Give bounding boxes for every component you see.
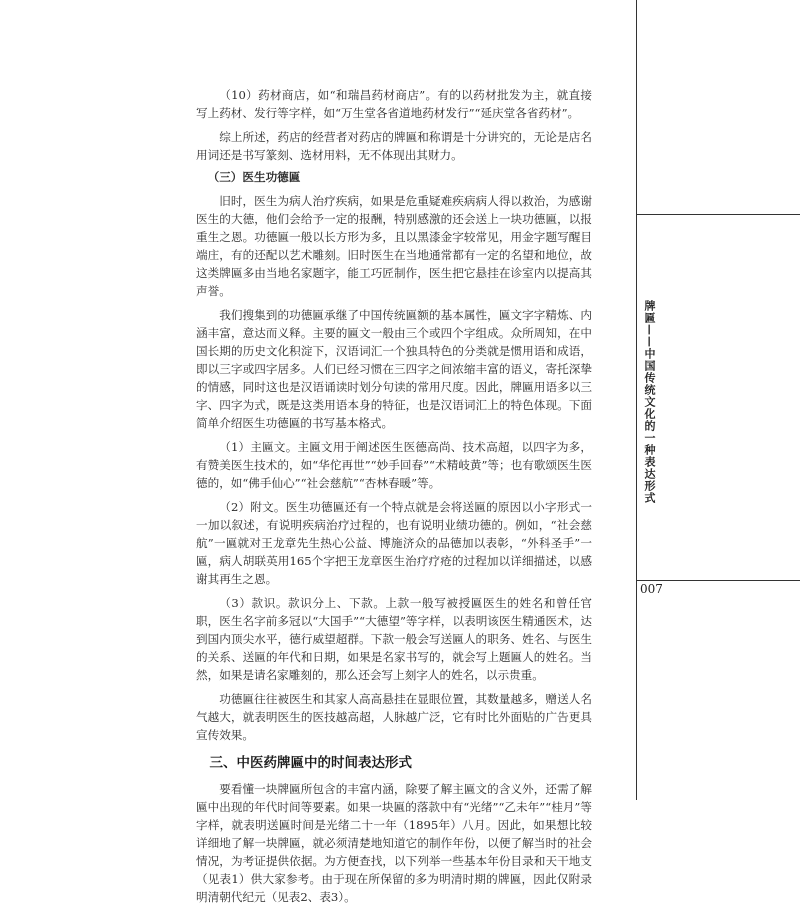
paragraph: （2）附文。医生功德匾还有一个特点就是会将送匾的原因以小字形式一一加以叙述，有说明疾病治疗过程的，也有说明业绩功德的。例如，“社会慈航”一匾就对王龙章先生热心公益、博施济众的品德加以表彰，“外科圣手”一匾，病人胡联英用165个字把王龙章医生治疗疗疮的过程加以详细描述，以感谢其再生之恩。 — [196, 500, 592, 586]
section-heading: 三、中医药牌匾中的时间表达形式 — [209, 755, 412, 771]
paragraph: （1）主匾文。主匾文用于阐述医生医德高尚、技术高超，以四字为多，有赞美医生技术的，如“华佗再世”“妙手回春”“术精岐黄”等；也有歌颂医生医德的，如“佛手仙心”“社会慈航”“杏林春暖”等。 — [196, 440, 592, 490]
body-text — [196, 86, 592, 906]
margin-vertical-rule — [636, 0, 637, 800]
running-side-title: 牌匾——中国传统文化的一种表达形式 — [643, 300, 656, 504]
margin-rule-bottom — [636, 580, 800, 581]
margin-rule-top — [636, 214, 800, 215]
page-number: 007 — [640, 582, 663, 596]
paragraph: 旧时，医生为病人治疗疾病，如果是危重疑难疾病病人得以救治，为感谢医生的大德，他们会给予一定的报酬，特别感激的还会送上一块功德匾，以报重生之恩。功德匾一般以长方形为多，且以黑漆金字较常见，用金字题写醒目端庄，有的还配以艺术雕刻。旧时医生在当地通常都有一定的名望和地位，故这类牌匾多由当地名家题字，能工巧匠制作，医生把它悬挂在诊室内以提高其声誉。 — [196, 194, 592, 298]
paragraph: 综上所述，药店的经营者对药店的牌匾和称谓是十分讲究的，无论是店名用词还是书写篆刻、选材用料，无不体现出其财力。 — [196, 130, 592, 162]
sub-heading: （三）医生功德匾 — [207, 170, 301, 184]
paragraph: 功德匾往往被医生和其家人高高悬挂在显眼位置，其数量越多，赠送人名气越大，就表明医生的医技越高超，人脉越广泛，它有时比外面贴的广告更具宣传效果。 — [196, 692, 592, 742]
paragraph: 要看懂一块牌匾所包含的丰富内涵，除要了解主匾文的含义外，还需了解匾中出现的年代时间等要素。如果一块匾的落款中有“光绪”“乙未年”“桂月”等字样，就表明送匾时间是光绪二十一年（1895年）八月。因此，如果想比较详细地了解一块牌匾，就必须清楚地知道它的制作年份，以便了解当时的社会情况，为考证提供依据。为方便查找，以下列举一些基本年份目录和天干地支（见表1）供大家参考。由于现在所保留的多为明清时期的牌匾，因此仅附录明清朝代纪元（见表2、表3）。 — [196, 782, 592, 904]
paragraph: （10）药材商店，如“和瑞昌药材商店”。有的以药材批发为主，就直接写上药材、发行等字样，如“万生堂各省道地药材发行”“延庆堂各省药材”。 — [196, 88, 592, 120]
paragraph: 我们搜集到的功德匾承继了中国传统匾额的基本属性，匾文字字精炼、内涵丰富，意达而义释。主要的匾文一般由三个或四个字组成。众所周知，在中国长期的历史文化积淀下，汉语词汇一个独具特色的分类就是惯用语和成语，即以三字或四字居多。人们已经习惯在三四字之间浓缩丰富的语义，寄托深挚的情感，同时这也是汉语诵读时划分句读的常用尺度。因此，牌匾用语多以三字、四字为式，既是这类用语本身的特征，也是汉语词汇上的特色体现。下面简单介绍医生功德匾的书写基本格式。 — [196, 308, 592, 430]
paragraph: （3）款识。款识分上、下款。上款一般写被授匾医生的姓名和曾任官职，医生名字前多冠以“大国手”“大德望”等字样，以表明该医生精通医术，达到国内顶尖水平，德行威望超群。下款一般会写送匾人的职务、姓名、与医生的关系、送匾的年代和日期，如果是名家书写的，就会写上题匾人的姓名。当然，如果是请名家雕刻的，那么还会写上刻字人的姓名，以示贵重。 — [196, 596, 592, 682]
